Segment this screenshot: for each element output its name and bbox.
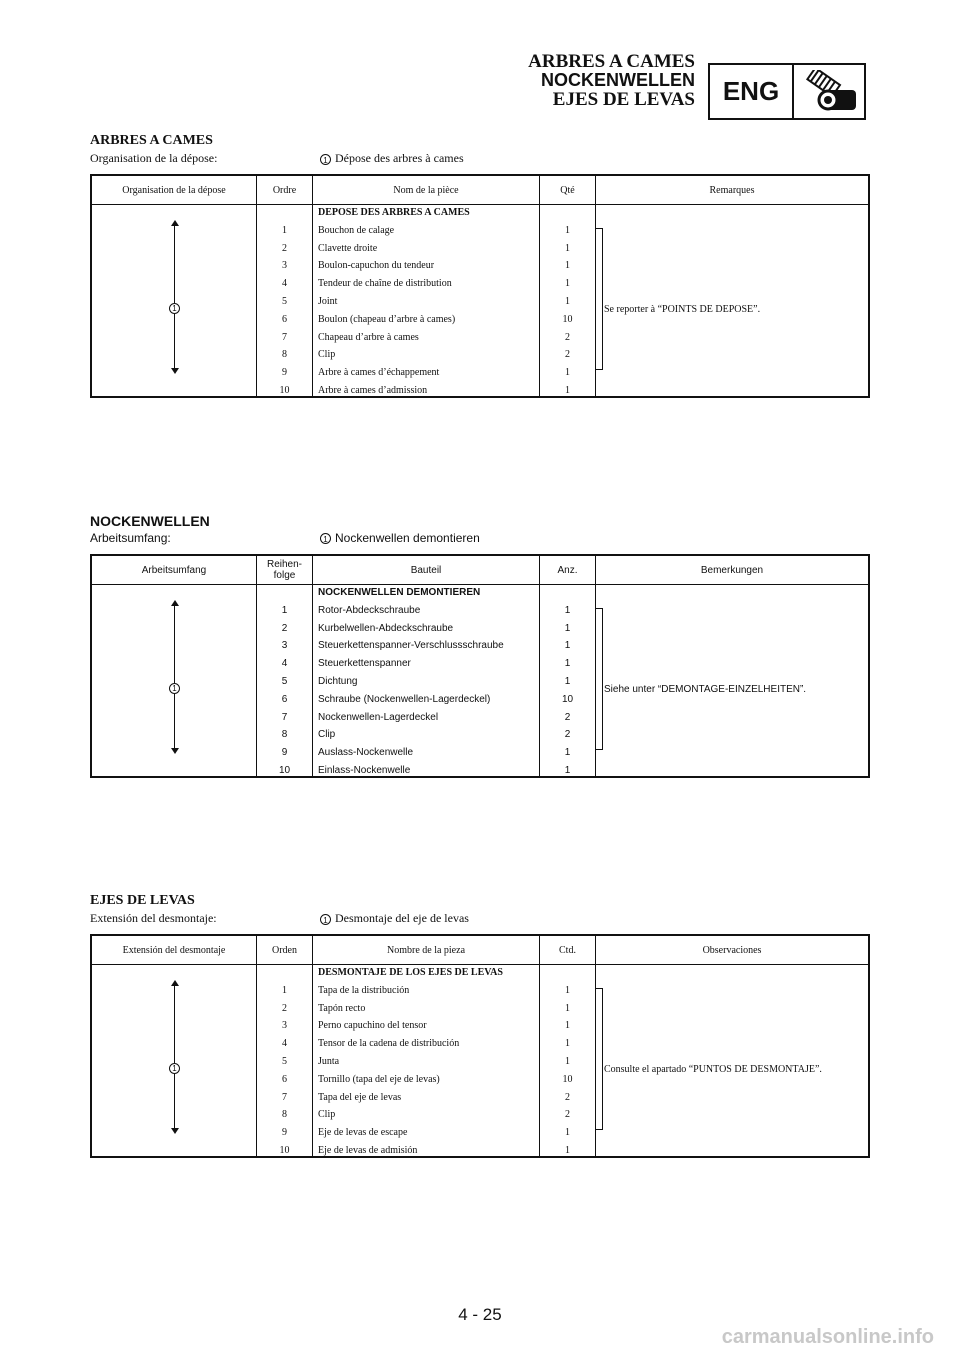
part-name: Eje de levas de admisión: [318, 1144, 418, 1156]
header-col-part: Nombre de la pieza: [386, 944, 466, 956]
part-name: Schraube (Nockenwellen-Lagerdeckel): [318, 693, 491, 705]
step-marker: 1: [320, 154, 331, 165]
table-header: [92, 176, 868, 205]
qty-cell: 1: [565, 1144, 570, 1156]
qty-cell: 1: [565, 367, 570, 379]
section-subtitle: [90, 150, 870, 166]
table-row: [92, 346, 868, 364]
order-cell: 6: [281, 693, 288, 705]
qty-cell: 1: [565, 1020, 570, 1032]
table-row: [92, 982, 868, 1000]
header-col-order: Ordre: [272, 184, 297, 196]
part-name: Dichtung: [318, 675, 358, 687]
part-name: Einlass-Nockenwelle: [318, 764, 411, 776]
parts-table: [90, 554, 870, 778]
qty-cell: 10: [562, 1073, 573, 1085]
part-name: Arbre à cames d’échappement: [318, 367, 440, 379]
header-col-scope: Arbeitsumfang: [141, 564, 207, 576]
header-col-remarks: Bemerkungen: [700, 564, 764, 576]
page-number: 4 - 25: [458, 1305, 502, 1324]
part-name: Kurbelwellen-Abdeckschraube: [318, 622, 454, 634]
order-cell: 5: [282, 1055, 287, 1067]
scope-marker: 1: [169, 303, 180, 314]
section-title: NOCKENWELLEN: [90, 513, 210, 529]
part-name: Tensor de la cadena de distribución: [318, 1038, 460, 1050]
order-cell: 3: [282, 1020, 287, 1032]
header-titles: [528, 52, 695, 109]
part-name: Rotor-Abdeckschraube: [318, 604, 421, 616]
section-title: ARBRES A CAMES: [90, 133, 213, 148]
part-name: Tapón recto: [318, 1002, 366, 1014]
order-cell: 6: [282, 313, 287, 325]
order-cell: 2: [281, 622, 288, 634]
header-col-order: Orden: [272, 944, 297, 956]
watermark: carmanualsonline.info: [721, 1326, 934, 1348]
part-name: Bouchon de calage: [318, 224, 395, 236]
qty-cell: 1: [564, 622, 571, 634]
order-cell: 5: [282, 295, 287, 307]
order-cell: 10: [278, 764, 291, 776]
table-row: [92, 1142, 868, 1160]
part-name: Clip: [318, 729, 336, 741]
table-body: [92, 964, 868, 1160]
table-body: [92, 204, 868, 400]
table-row: [92, 275, 868, 293]
part-name: DEPOSE DES ARBRES A CAMES: [318, 207, 470, 218]
table-row: [92, 1106, 868, 1124]
table-body: [92, 584, 868, 780]
section-arbres-a-cames: [90, 132, 870, 402]
table-row: [92, 709, 868, 727]
qty-cell: 1: [565, 278, 570, 290]
order-cell: 7: [282, 1091, 287, 1103]
qty-cell: 2: [565, 349, 570, 361]
qty-cell: 2: [565, 331, 570, 343]
table-row: [92, 1089, 868, 1107]
parts-table: [90, 174, 870, 398]
order-cell: 5: [281, 675, 288, 687]
step-marker: 1: [320, 914, 331, 925]
qty-cell: 1: [564, 747, 571, 759]
qty-cell: 1: [565, 1127, 570, 1139]
part-name: Tendeur de chaîne de distribution: [318, 278, 452, 290]
order-cell: 8: [282, 1109, 287, 1121]
order-cell: 8: [281, 729, 288, 741]
order-cell: 9: [282, 367, 287, 379]
header-col-remarks: Remarques: [709, 184, 755, 196]
order-cell: 9: [281, 747, 288, 759]
qty-cell: 1: [564, 675, 571, 687]
subtitle-text: Dépose des arbres à cames: [335, 151, 464, 165]
order-cell: 9: [282, 1127, 287, 1139]
arrow-up-icon: [171, 220, 179, 226]
order-cell: 1: [282, 224, 287, 236]
qty-cell: 1: [565, 295, 570, 307]
part-name: Eje de levas de escape: [318, 1127, 408, 1139]
table-row: [92, 329, 868, 347]
header-col-part: Nom de la pièce: [393, 184, 459, 196]
part-name: NOCKENWELLEN DEMONTIEREN: [318, 587, 481, 598]
order-cell: 2: [282, 1002, 287, 1014]
qty-cell: 1: [565, 1038, 570, 1050]
scope-marker: 1: [169, 1063, 180, 1074]
table-row: [92, 584, 868, 602]
table-row: [92, 1124, 868, 1142]
qty-cell: 1: [564, 604, 571, 616]
eng-badge: [708, 63, 866, 120]
part-name: Arbre à cames d’admission: [318, 384, 428, 396]
subtitle-text: Desmontaje del eje de levas: [335, 911, 469, 925]
table-row: [92, 382, 868, 400]
header-title-es: EJES DE LEVAS: [552, 89, 695, 110]
table-header: [92, 556, 868, 585]
part-name: Boulon-capuchon du tendeur: [318, 260, 435, 272]
part-name: DESMONTAJE DE LOS EJES DE LEVAS: [318, 967, 503, 978]
qty-cell: 10: [561, 693, 574, 705]
table-row: [92, 1000, 868, 1018]
part-name: Steuerkettenspanner-Verschlussschraube: [318, 640, 504, 652]
subtitle-label: Organisation de la dépose:: [90, 151, 218, 165]
part-name: Nockenwellen-Lagerdeckel: [318, 711, 439, 723]
table-row: [92, 204, 868, 222]
qty-cell: 1: [565, 1002, 570, 1014]
header-col-scope: Extensión del desmontaje: [122, 944, 226, 956]
qty-cell: 1: [565, 984, 570, 996]
table-row: [92, 655, 868, 673]
section-nockenwellen: [90, 512, 870, 782]
section-title: EJES DE LEVAS: [90, 893, 195, 908]
order-cell: 7: [281, 711, 288, 723]
order-cell: 10: [279, 1144, 290, 1156]
table-row: [92, 364, 868, 382]
header-col-scope: Organisation de la dépose: [122, 184, 226, 196]
table-row: [92, 257, 868, 275]
qty-cell: 2: [565, 1109, 570, 1121]
part-name: Chapeau d’arbre à cames: [318, 331, 419, 343]
part-name: Junta: [318, 1055, 340, 1067]
order-cell: 6: [282, 1073, 287, 1085]
qty-cell: 1: [565, 242, 570, 254]
table-row: [92, 637, 868, 655]
qty-cell: 1: [564, 658, 571, 670]
section-subtitle: [90, 530, 870, 546]
table-header: [92, 936, 868, 965]
remark-text: Siehe unter “DEMONTAGE-EINZELHEITEN”.: [604, 684, 807, 695]
arrow-down-icon: [171, 748, 179, 754]
header-col-qty: Qté: [560, 184, 575, 196]
remark-text: Se reporter à “POINTS DE DEPOSE”.: [604, 304, 761, 315]
qty-cell: 1: [564, 640, 571, 652]
qty-cell: 1: [565, 384, 570, 396]
order-cell: 1: [281, 604, 288, 616]
order-cell: 7: [282, 331, 287, 343]
order-cell: 1: [282, 984, 287, 996]
header-col-qty: Ctd.: [559, 944, 576, 956]
scope-marker: 1: [169, 683, 180, 694]
arrow-up-icon: [171, 600, 179, 606]
header-col-qty: Anz.: [557, 564, 578, 576]
qty-cell: 2: [565, 1091, 570, 1103]
qty-cell: 1: [565, 224, 570, 236]
subtitle-label: Extensión del desmontaje:: [90, 911, 217, 925]
remark-bracket: [596, 608, 603, 750]
part-name: Tapa del eje de levas: [318, 1091, 402, 1103]
order-cell: 2: [282, 242, 287, 254]
step-marker: 1: [320, 533, 331, 544]
part-name: Clip: [318, 349, 336, 361]
header-title-de: NOCKENWELLEN: [541, 70, 695, 90]
table-row: [92, 744, 868, 762]
table-row: [92, 1017, 868, 1035]
qty-cell: 2: [564, 729, 571, 741]
order-cell: 4: [282, 1038, 287, 1050]
header-col-order: Reihen- folge: [266, 559, 303, 581]
table-row: [92, 222, 868, 240]
scope-line: [174, 986, 175, 1128]
part-name: Auslass-Nockenwelle: [318, 747, 414, 759]
qty-cell: 2: [564, 711, 571, 723]
table-row: [92, 762, 868, 780]
part-name: Steuerkettenspanner: [318, 658, 411, 670]
order-cell: 8: [282, 349, 287, 361]
table-row: [92, 1035, 868, 1053]
part-name: Joint: [318, 295, 338, 307]
part-name: Tornillo (tapa del eje de levas): [318, 1073, 440, 1085]
section-ejes-de-levas: [90, 892, 870, 1162]
order-cell: 10: [279, 384, 290, 396]
qty-cell: 1: [565, 260, 570, 272]
part-name: Perno capuchino del tensor: [318, 1020, 427, 1032]
qty-cell: 1: [564, 764, 571, 776]
header-col-part: Bauteil: [410, 564, 442, 576]
arrow-down-icon: [171, 368, 179, 374]
part-name: Boulon (chapeau d’arbre à cames): [318, 313, 456, 325]
order-cell: 4: [282, 278, 287, 290]
part-name: Tapa de la distribución: [318, 984, 410, 996]
header-title-fr: ARBRES A CAMES: [528, 51, 695, 72]
remark-bracket: [596, 228, 603, 370]
table-row: [92, 964, 868, 982]
order-cell: 3: [282, 260, 287, 272]
eng-label: ENG: [710, 65, 794, 118]
scope-line: [174, 226, 175, 368]
subtitle-text: Nockenwellen demontieren: [335, 531, 480, 545]
camshaft-icon: [794, 65, 864, 118]
parts-table: [90, 934, 870, 1158]
order-cell: 3: [281, 640, 288, 652]
arrow-down-icon: [171, 1128, 179, 1134]
table-row: [92, 602, 868, 620]
section-subtitle: [90, 910, 870, 926]
remark-text: Consulte el apartado “PUNTOS DE DESMONTAJE”.: [604, 1064, 822, 1075]
table-row: [92, 240, 868, 258]
part-name: Clip: [318, 1109, 336, 1121]
part-name: Clavette droite: [318, 242, 378, 254]
table-row: [92, 620, 868, 638]
table-row: [92, 726, 868, 744]
order-cell: 4: [281, 658, 288, 670]
subtitle-label: Arbeitsumfang:: [90, 531, 171, 545]
scope-line: [174, 606, 175, 748]
header-col-remarks: Observaciones: [702, 944, 762, 956]
qty-cell: 1: [565, 1055, 570, 1067]
qty-cell: 10: [562, 313, 573, 325]
arrow-up-icon: [171, 980, 179, 986]
remark-bracket: [596, 988, 603, 1130]
